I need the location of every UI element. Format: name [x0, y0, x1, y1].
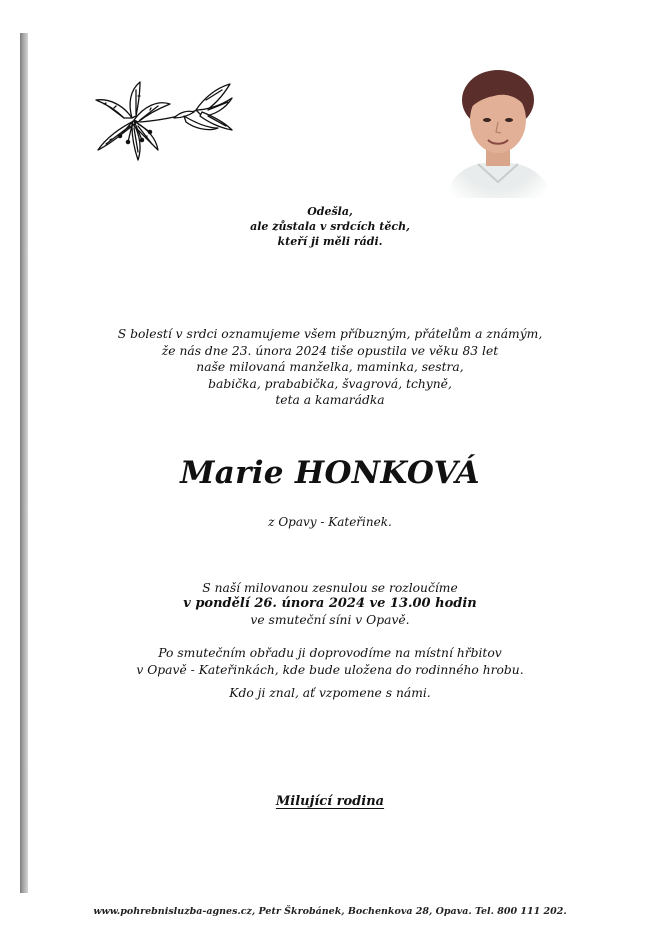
funeral-service-footer: www.pohrebnisluzba-agnes.cz, Petr Škrobánek, Bochenkova 28, Opava. Tel. 800 111 202.: [93, 906, 567, 917]
farewell-line: S naší milovanou zesnulou se rozloučíme: [202, 581, 458, 595]
announcement-line: babička, prababička, švagrová, tchyně,: [208, 376, 452, 391]
remembrance-line: Kdo ji znal, ať vzpomene s námi.: [229, 686, 431, 700]
announcement-line: naše milovaná manželka, maminka, sestra,: [196, 360, 464, 374]
motto-line: ale zůstala v srdcích těch,: [250, 220, 410, 233]
announcement-line: S bolestí v srdci oznamujeme všem příbuzným, přátelům a známým,: [117, 327, 543, 341]
funeral-date-time: v pondělí 26. února 2024 ve 13.00 hodin: [183, 596, 477, 611]
lily-flower-illustration: [84, 76, 236, 164]
motto-line: Odešla,: [307, 205, 353, 218]
motto-verse: [40, 204, 620, 249]
deceased-origin: z Opavy - Kateřinek.: [268, 515, 392, 529]
funeral-details: [40, 580, 620, 628]
burial-details: [40, 645, 620, 678]
farewell-line: ve smuteční síni v Opavě.: [250, 613, 410, 627]
deceased-name: Marie HONKOVÁ: [180, 455, 480, 491]
family-signature: [40, 794, 620, 809]
announcement-line: teta a kamarádka: [275, 393, 385, 407]
signature-text: Milující rodina: [275, 794, 385, 809]
left-border-bar: [20, 33, 28, 893]
portrait-photo-of-deceased: [438, 58, 558, 208]
death-announcement: [40, 326, 620, 409]
burial-line: Po smutečním obřadu ji doprovodíme na místní hřbitov: [158, 646, 502, 660]
announcement-line: že nás dne 23. února 2024 tiše opustila ve věku 83 let: [161, 343, 499, 358]
motto-line: kteří ji měli rádi.: [277, 235, 383, 248]
burial-line: v Opavě - Kateřinkách, kde bude uložena do rodinného hrobu.: [136, 662, 524, 677]
